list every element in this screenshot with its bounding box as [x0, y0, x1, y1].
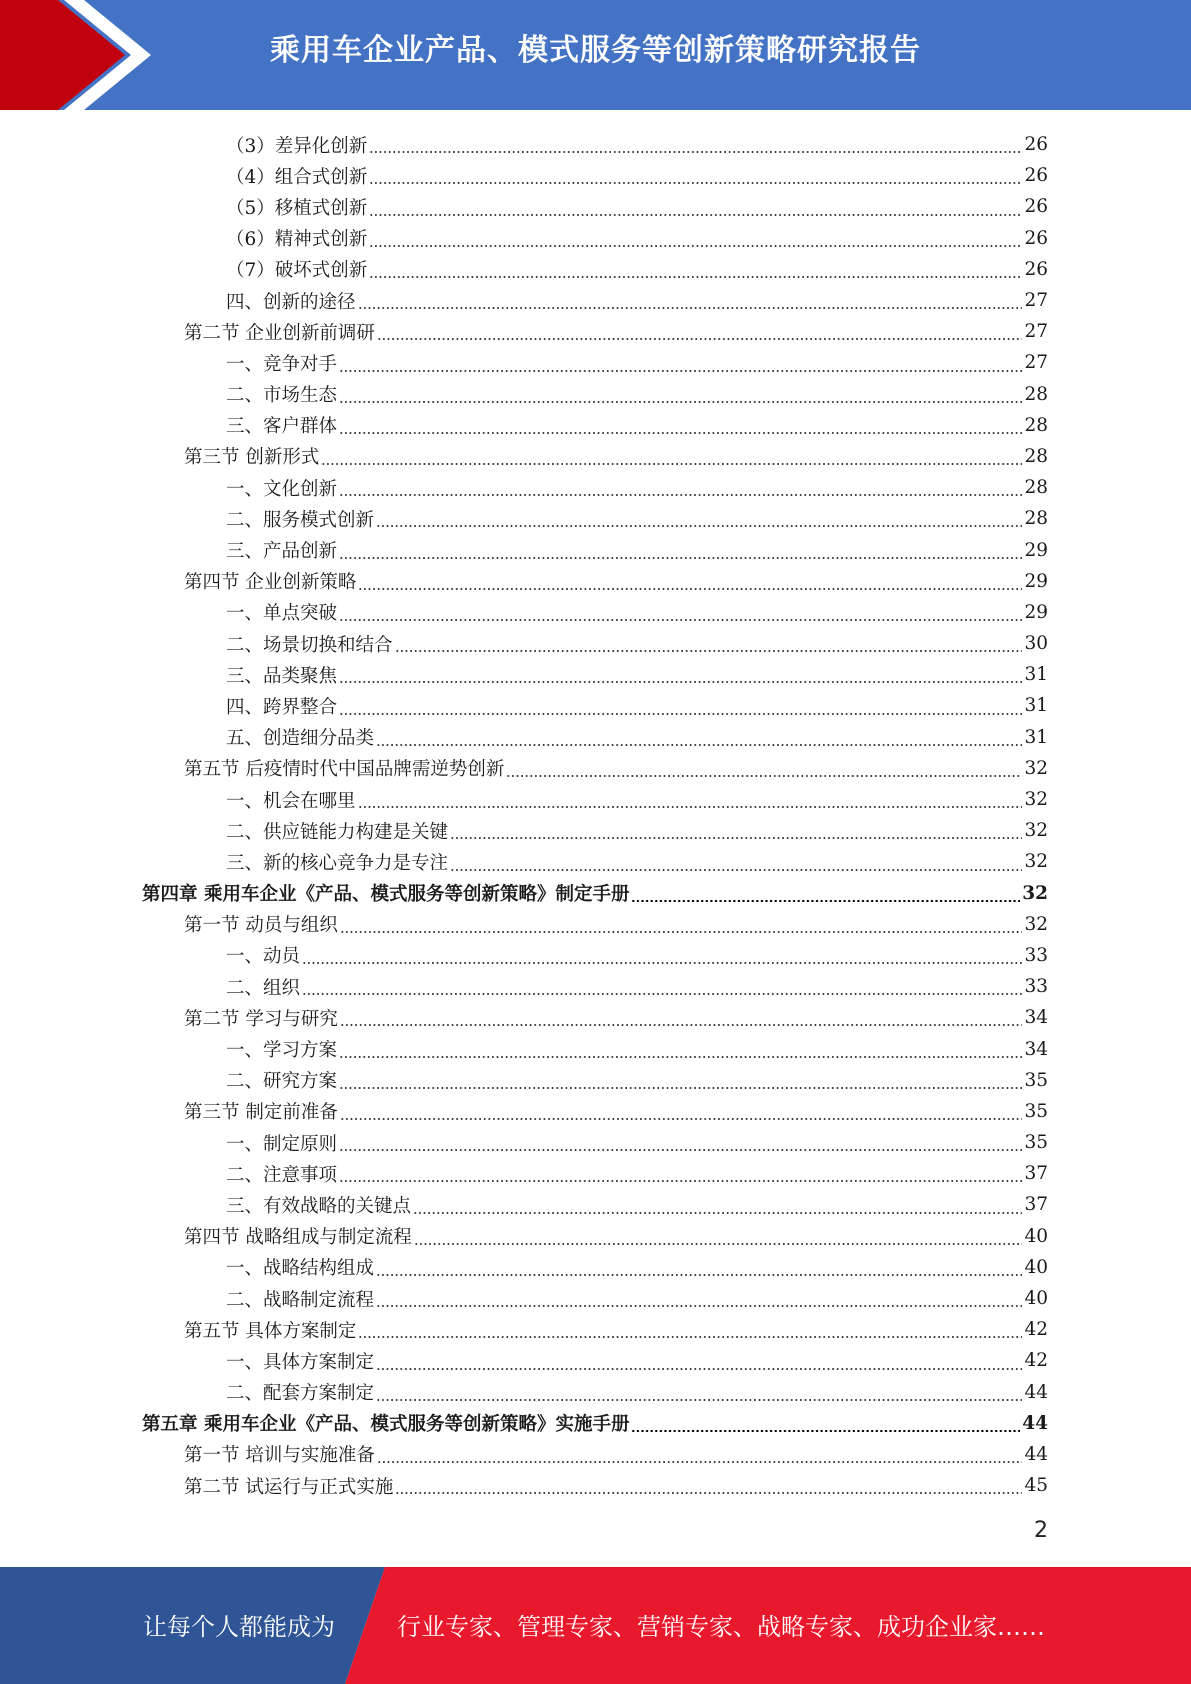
toc-entry-label: 第四节 企业创新策略: [184, 572, 357, 594]
toc-entry[interactable]: [0, 285, 1191, 316]
toc-entry-label: 一、机会在哪里: [226, 790, 356, 812]
toc-entry[interactable]: [0, 1189, 1191, 1220]
toc-entry-label: 二、配套方案制定: [226, 1383, 375, 1405]
toc-entry[interactable]: [0, 1439, 1191, 1470]
toc-entry-page: 32: [1024, 851, 1048, 873]
toc-entry-label: 第二节 学习与研究: [184, 1008, 338, 1030]
toc-entry-label: 二、组织: [226, 977, 301, 999]
toc-entry-page: 30: [1024, 633, 1048, 655]
toc-entry-label: 第一节 培训与实施准备: [184, 1445, 375, 1467]
toc-entry-page: 42: [1024, 1319, 1048, 1341]
toc-entry-page: 44: [1022, 1412, 1048, 1434]
toc-entry-label: 二、注意事项: [226, 1164, 338, 1186]
toc-dot-leader: [369, 245, 1022, 247]
toc-entry-page: 34: [1024, 1007, 1048, 1029]
toc-entry[interactable]: [0, 1221, 1191, 1252]
toc-dot-leader: [339, 1149, 1022, 1151]
toc-entry-label: 第一节 动员与组织: [184, 915, 338, 937]
toc-entry-label: 第二节 企业创新前调研: [184, 322, 375, 344]
toc-entry-label: 第五章 乘用车企业《产品、模式服务等创新策略》实施手册: [142, 1414, 630, 1436]
page-header: [0, 0, 1191, 110]
toc-dot-leader: [450, 837, 1022, 839]
toc-entry[interactable]: [0, 410, 1191, 441]
toc-entry-label: 二、战略制定流程: [226, 1289, 375, 1311]
toc-entry-page: 37: [1024, 1194, 1048, 1216]
toc-entry[interactable]: [0, 223, 1191, 254]
toc-entry[interactable]: [0, 566, 1191, 597]
toc-entry-label: 第五节 后疫情时代中国品牌需逆势创新: [184, 759, 505, 781]
toc-entry[interactable]: [0, 909, 1191, 940]
toc-entry[interactable]: [0, 690, 1191, 721]
toc-dot-leader: [340, 931, 1023, 933]
toc-dot-leader: [340, 1118, 1023, 1120]
toc-dot-leader: [340, 1024, 1023, 1026]
toc-entry-page: 26: [1024, 258, 1048, 280]
toc-entry-page: 26: [1024, 134, 1048, 156]
toc-entry-label: （6）精神式创新: [226, 229, 368, 251]
toc-dot-leader: [339, 557, 1022, 559]
toc-dot-leader: [376, 1399, 1022, 1401]
toc-dot-leader: [376, 1368, 1022, 1370]
toc-dot-leader: [450, 869, 1022, 871]
toc-entry-page: 26: [1024, 227, 1048, 249]
toc-entry-page: 40: [1024, 1288, 1048, 1310]
toc-entry-label: 第四节 战略组成与制定流程: [184, 1227, 412, 1249]
toc-dot-leader: [358, 1336, 1022, 1338]
toc-entry-label: 三、有效战略的关键点: [226, 1195, 412, 1217]
toc-entry[interactable]: [0, 191, 1191, 222]
toc-entry[interactable]: [0, 1377, 1191, 1408]
toc-dot-leader: [369, 151, 1022, 153]
toc-entry-page: 35: [1024, 1132, 1048, 1154]
toc-entry[interactable]: [0, 254, 1191, 285]
toc-entry-label: 三、客户群体: [226, 416, 338, 438]
toc-entry-label: （5）移植式创新: [226, 197, 368, 219]
toc-entry-label: 二、市场生态: [226, 385, 338, 407]
report-title: 乘用车企业产品、模式服务等创新策略研究报告: [270, 33, 921, 68]
toc-dot-leader: [369, 276, 1022, 278]
toc-dot-leader: [376, 1305, 1022, 1307]
toc-dot-leader: [339, 681, 1022, 683]
toc-entry-label: 五、创造细分品类: [226, 728, 375, 750]
toc-entry[interactable]: [0, 971, 1191, 1002]
toc-entry[interactable]: [0, 597, 1191, 628]
toc-entry[interactable]: [0, 628, 1191, 659]
toc-dot-leader: [377, 1461, 1023, 1463]
toc-entry-page: 31: [1024, 664, 1048, 686]
toc-entry-page: 27: [1024, 321, 1048, 343]
toc-entry-page: 32: [1022, 882, 1048, 904]
toc-entry[interactable]: [0, 503, 1191, 534]
toc-entry[interactable]: [0, 316, 1191, 347]
toc-entry-page: 32: [1024, 789, 1048, 811]
toc-entry-label: 四、跨界整合: [226, 696, 338, 718]
toc-dot-leader: [339, 1087, 1022, 1089]
page-footer: [0, 1567, 1191, 1684]
toc-dot-leader: [339, 401, 1022, 403]
toc-dot-leader: [339, 1056, 1022, 1058]
toc-entry[interactable]: [0, 1314, 1191, 1345]
toc-dot-leader: [358, 806, 1023, 808]
toc-entry-page: 31: [1024, 726, 1048, 748]
toc-entry[interactable]: [0, 379, 1191, 410]
toc-entry-label: 一、战略结构组成: [226, 1258, 375, 1280]
toc-dot-leader: [369, 182, 1022, 184]
toc-dot-leader: [339, 494, 1022, 496]
toc-entry-page: 33: [1024, 976, 1048, 998]
toc-dot-leader: [631, 900, 1020, 902]
toc-entry-label: 三、产品创新: [226, 541, 338, 563]
toc-entry-page: 35: [1024, 1100, 1048, 1122]
toc-entry-page: 28: [1024, 445, 1048, 467]
toc-dot-leader: [302, 962, 1022, 964]
toc-entry-label: 第五节 具体方案制定: [184, 1320, 357, 1342]
toc-entry-page: 40: [1024, 1256, 1048, 1278]
toc-entry-page: 34: [1024, 1038, 1048, 1060]
toc-entry-page: 28: [1024, 477, 1048, 499]
toc-dot-leader: [395, 650, 1023, 652]
toc-entry-label: 一、文化创新: [226, 478, 338, 500]
toc-entry[interactable]: [0, 846, 1191, 877]
toc-entry-label: 一、单点突破: [226, 603, 338, 625]
toc-entry-page: 29: [1024, 570, 1048, 592]
toc-entry[interactable]: [0, 815, 1191, 846]
toc-entry[interactable]: [0, 1158, 1191, 1189]
toc-entry[interactable]: [0, 1283, 1191, 1314]
toc-entry-label: 一、制定原则: [226, 1133, 338, 1155]
toc-entry-label: 第二节 试运行与正式实施: [184, 1476, 394, 1498]
toc-dot-leader: [376, 525, 1022, 527]
toc-entry[interactable]: [0, 129, 1191, 160]
toc-entry[interactable]: [0, 441, 1191, 472]
toc-entry[interactable]: [0, 1345, 1191, 1376]
toc-entry-page: 32: [1024, 757, 1048, 779]
toc-dot-leader: [339, 1180, 1022, 1182]
toc-dot-leader: [358, 307, 1023, 309]
toc-entry-page: 29: [1024, 601, 1048, 623]
toc-entry-page: 31: [1024, 695, 1048, 717]
toc-dot-leader: [358, 588, 1022, 590]
toc-entry[interactable]: [0, 784, 1191, 815]
toc-entry-page: 44: [1024, 1443, 1048, 1465]
toc-entry[interactable]: [0, 1065, 1191, 1096]
toc-entry-page: 40: [1024, 1225, 1048, 1247]
toc-entry-label: 二、场景切换和结合: [226, 634, 393, 656]
toc-entry[interactable]: [0, 1002, 1191, 1033]
toc-entry-page: 35: [1024, 1069, 1048, 1091]
toc-dot-leader: [339, 432, 1022, 434]
toc-dot-leader: [414, 1243, 1023, 1245]
footer-slogan-left: 让每个人都能成为: [143, 1613, 335, 1641]
toc-entry-label: （3）差异化创新: [226, 135, 368, 157]
toc-entry-label: 第四章 乘用车企业《产品、模式服务等创新策略》制定手册: [142, 884, 630, 906]
toc-entry[interactable]: [0, 472, 1191, 503]
toc-entry-label: 一、竞争对手: [226, 353, 338, 375]
toc-entry-page: 45: [1024, 1475, 1048, 1497]
toc-dot-leader: [339, 619, 1022, 621]
toc-entry-label: 一、动员: [226, 946, 301, 968]
toc-dot-leader: [376, 744, 1022, 746]
toc-dot-leader: [395, 1492, 1022, 1494]
toc-entry[interactable]: [0, 1033, 1191, 1064]
toc-entry[interactable]: [0, 940, 1191, 971]
toc-entry[interactable]: [0, 1470, 1191, 1501]
toc-entry-label: 三、品类聚焦: [226, 665, 338, 687]
toc-entry-page: 27: [1024, 352, 1048, 374]
toc-entry[interactable]: [0, 1127, 1191, 1158]
toc-entry-label: 第三节 制定前准备: [184, 1102, 338, 1124]
header-red-chevron: [0, 0, 125, 110]
toc-entry-label: 二、研究方案: [226, 1071, 338, 1093]
toc-dot-leader: [339, 713, 1022, 715]
toc-entry-page: 28: [1024, 383, 1048, 405]
toc-dot-leader: [376, 1274, 1022, 1276]
toc-entry-label: 二、供应链能力构建是关键: [226, 821, 449, 843]
toc-entry-page: 42: [1024, 1350, 1048, 1372]
toc-entry-page: 28: [1024, 508, 1048, 530]
toc-dot-leader: [377, 338, 1023, 340]
toc-dot-leader: [506, 775, 1022, 777]
toc-dot-leader: [321, 463, 1022, 465]
toc-entry[interactable]: [0, 878, 1191, 909]
toc-dot-leader: [631, 1430, 1020, 1432]
toc-dot-leader: [413, 1212, 1022, 1214]
toc-entry[interactable]: [0, 347, 1191, 378]
toc-entry[interactable]: [0, 659, 1191, 690]
toc-entry-page: 28: [1024, 414, 1048, 436]
toc-entry-page: 29: [1024, 539, 1048, 561]
toc-dot-leader: [339, 370, 1022, 372]
toc-entry-label: （7）破坏式创新: [226, 260, 368, 282]
toc-entry-page: 26: [1024, 165, 1048, 187]
toc-entry-page: 26: [1024, 196, 1048, 218]
toc-entry[interactable]: [0, 1252, 1191, 1283]
toc-entry-page: 27: [1024, 290, 1048, 312]
toc-entry-label: （4）组合式创新: [226, 166, 368, 188]
footer-slogan-right: 行业专家、管理专家、营销专家、战略专家、成功企业家……: [397, 1613, 1045, 1641]
toc-entry[interactable]: [0, 1408, 1191, 1439]
toc-entry-page: 33: [1024, 944, 1048, 966]
toc-entry-page: 32: [1024, 913, 1048, 935]
toc-entry[interactable]: [0, 753, 1191, 784]
toc-entry-label: 三、新的核心竞争力是专注: [226, 852, 449, 874]
toc-dot-leader: [369, 214, 1022, 216]
page-number: 2: [1034, 1518, 1048, 1543]
toc-entry-label: 第三节 创新形式: [184, 447, 320, 469]
table-of-contents: [0, 129, 1191, 1501]
toc-entry-label: 一、具体方案制定: [226, 1351, 375, 1373]
toc-entry[interactable]: [0, 160, 1191, 191]
toc-dot-leader: [302, 993, 1022, 995]
toc-entry-page: 37: [1024, 1163, 1048, 1185]
toc-entry[interactable]: [0, 722, 1191, 753]
toc-entry-label: 一、学习方案: [226, 1040, 338, 1062]
toc-entry-label: 二、服务模式创新: [226, 509, 375, 531]
toc-entry-page: 44: [1024, 1381, 1048, 1403]
toc-entry[interactable]: [0, 534, 1191, 565]
toc-entry-page: 32: [1024, 820, 1048, 842]
toc-entry-label: 四、创新的途径: [226, 291, 356, 313]
toc-entry[interactable]: [0, 1096, 1191, 1127]
